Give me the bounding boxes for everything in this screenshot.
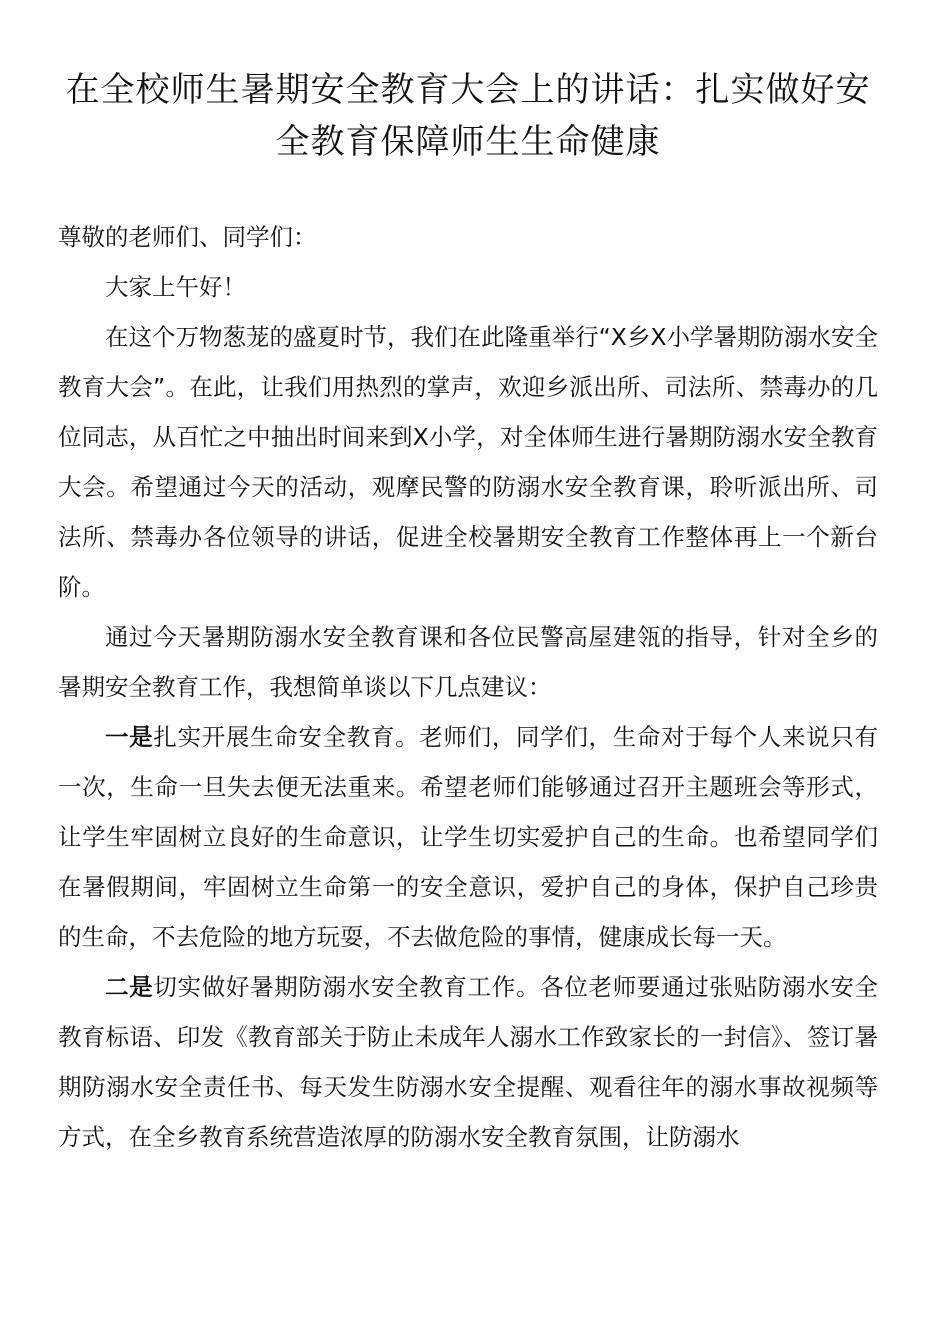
- point-one-text: 扎实开展生命安全教育。老师们，同学们，生命对于每个人来说只有一次，生命一旦失去便无法重来。希望老师们能够通过召开主题班会等形式，让学生牢固树立良好的生命意识，让学生切实爱护自己的生命。也希望同学们在暑假期间，牢固树立生命第一的安全意识，爱护自己的身体，保护自己珍贵的生命，不去危险的地方玩耍，不去做危险的事情，健康成长每一天。: [58, 723, 879, 951]
- point-two: [58, 962, 878, 1162]
- point-two-text: 切实做好暑期防溺水安全教育工作。各位老师要通过张贴防溺水安全教育标语、印发《教育部关于防止未成年人溺水工作致家长的一封信》、签订暑期防溺水安全责任书、每天发生防溺水安全提醒、观看往年的溺水事故视频等方式，在全乡教育系统营造浓厚的防溺水安全教育氛围，让防溺水: [58, 973, 879, 1151]
- point-one-lead: 一是: [105, 723, 154, 751]
- salutation: 尊敬的老师们、同学们：: [58, 223, 317, 251]
- point-two-lead: 二是: [105, 973, 154, 1001]
- paragraph-intro: 在这个万物葱茏的盛夏时节，我们在此隆重举行“X乡X小学暑期防溺水安全教育大会”。在此，让我们用热烈的掌声，欢迎乡派出所、司法所、禁毒办的几位同志，从百忙之中抽出时间来到X小学，对全体师生进行暑期防溺水安全教育大会。希望通过今天的活动，观摩民警的防溺水安全教育课，聆听派出所、司法所、禁毒办各位领导的讲话，促进全校暑期安全教育工作整体再上一个新台阶。: [58, 323, 878, 601]
- document-body: [58, 212, 878, 1162]
- point-one: [58, 712, 878, 962]
- document-page: [58, 64, 878, 1162]
- greeting: 大家上午好！: [105, 273, 246, 301]
- paragraph-suggestions: 通过今天暑期防溺水安全教育课和各位民警高屋建瓴的指导，针对全乡的暑期安全教育工作，我想简单谈以下几点建议：: [58, 623, 878, 701]
- document-title: 在全校师生暑期安全教育大会上的讲话：扎实做好安全教育保障师生生命健康: [65, 70, 871, 162]
